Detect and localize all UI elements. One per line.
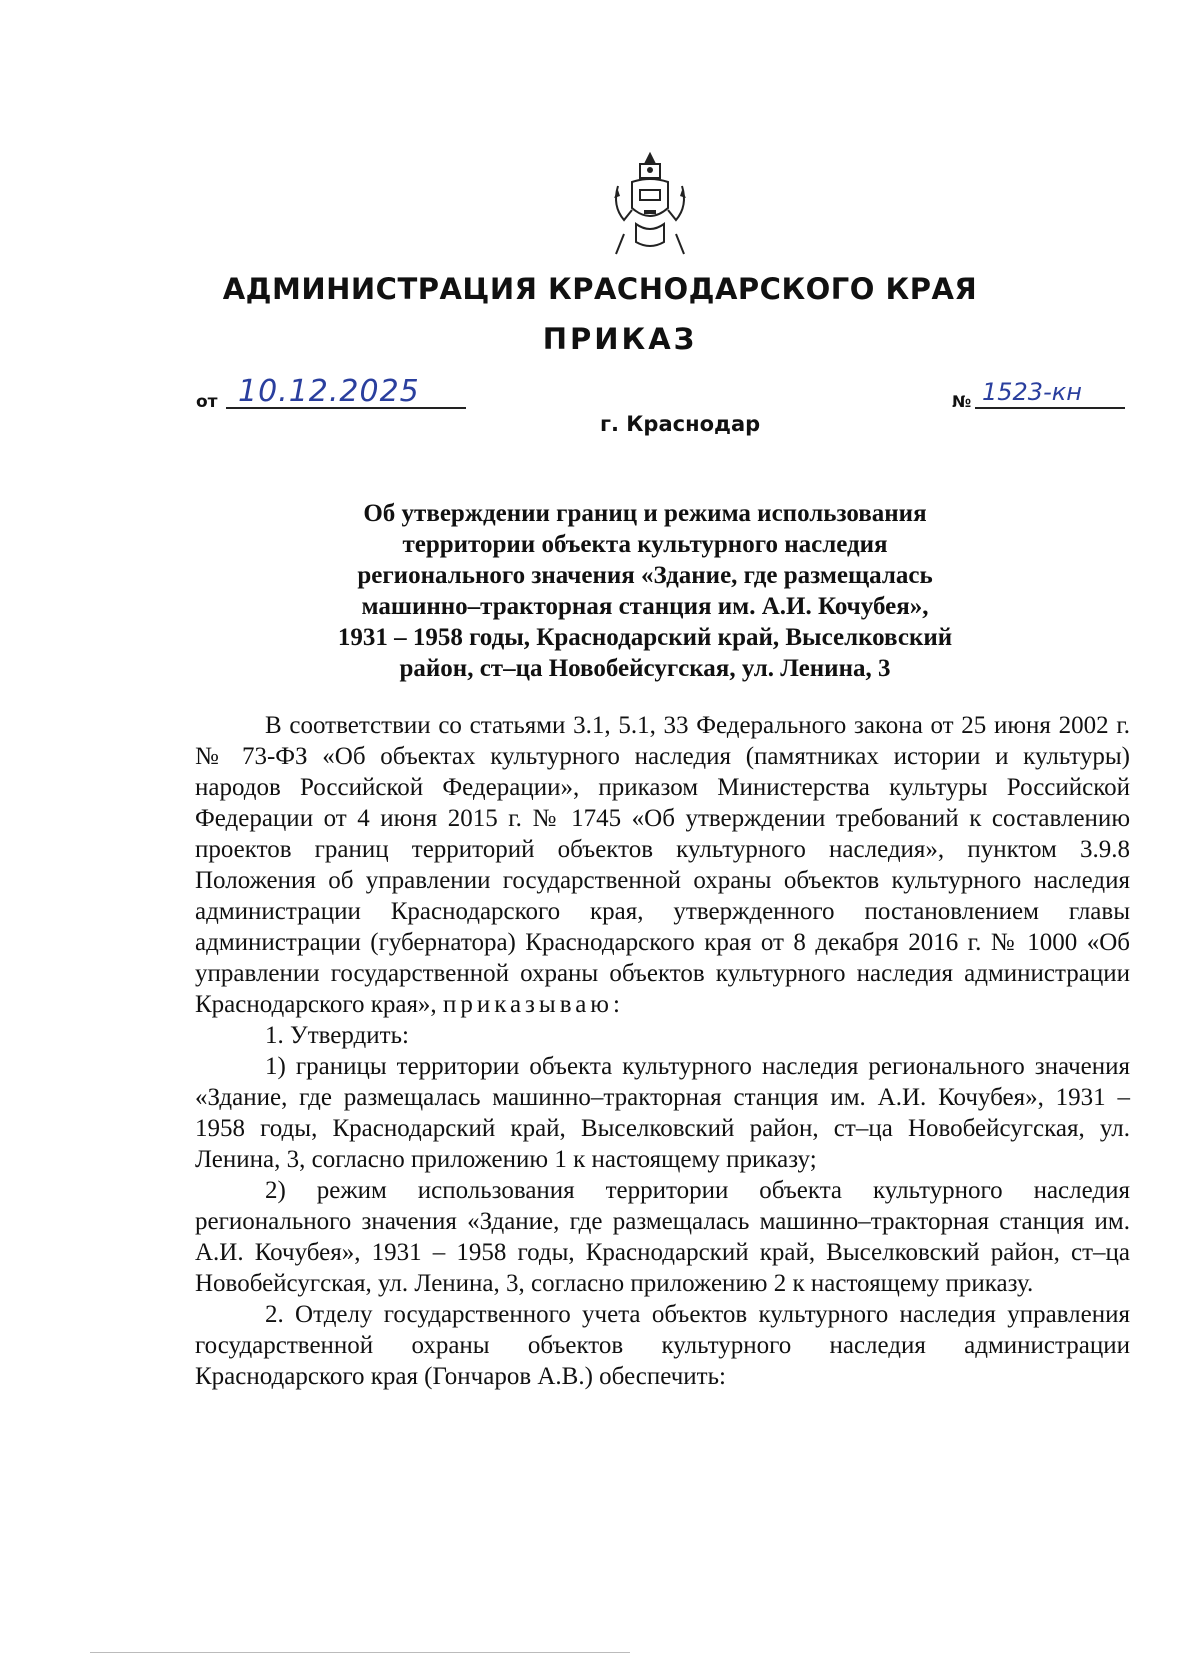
page-bottom-line xyxy=(90,1652,630,1653)
item-1-1: 1) границы территории объекта культурного наследия регионального значения «Здание, где размещалась машинно–тракторная станция им. А.И. Кочубея», 1931 – 1958 годы, Краснодарский край, Выселковский район, ст–ца Новобейсугская, ул. Ленина, 3, согласно приложению 1 к настоящему приказу; xyxy=(195,1053,1130,1173)
city-name: г. Краснодар xyxy=(600,412,761,436)
document-body xyxy=(195,710,1130,1392)
title-line: район, ст–ца Новобейсугская, ул. Ленина, 3 xyxy=(399,655,891,682)
preamble-paragraph xyxy=(195,710,1130,1020)
item-1: 1. Утвердить: xyxy=(265,1022,409,1049)
title-line: 1931 – 1958 годы, Краснодарский край, Выселковский xyxy=(337,624,953,651)
date-value: 10.12.2025 xyxy=(238,374,420,409)
item-2: 2. Отделу государственного учета объектов культурного наследия управления государственной охраны объектов культурного наследия администрации Краснодарского края (Гончаров А.В.) обеспечить: xyxy=(195,1301,1130,1390)
title-line: Об утверждении границ и режима использования xyxy=(363,500,927,527)
number-label: № xyxy=(952,392,972,411)
number-value: 1523-кн xyxy=(982,378,1082,406)
title-line: территории объекта культурного наследия xyxy=(402,531,888,558)
item-1-2: 2) режим использования территории объекта культурного наследия регионального значения «Здание, где размещалась машинно–тракторная станция им. А.И. Кочубея», 1931 – 1958 годы, Краснодарский край, Выселковский район, ст–ца Новобейсугская, ул. Ленина, 3, согласно приложению 2 к настоящему приказу. xyxy=(195,1177,1130,1297)
document-type: ПРИКАЗ xyxy=(542,322,698,356)
preamble-text: В соответствии со статьями 3.1, 5.1, 33 Федерального закона от 25 июня 2002 г. № 73-ФЗ «Об объектах культурного наследия (памятниках истории и культуры) народов Российской Федерации», приказом Министерства культуры Российской Федерации от 4 июня 2015 г. № 1745 «Об утверждении требований к составлению проектов границ территорий объектов культурного наследия», пунктом 3.9.8 Положения об управлении государственной охраны объектов культурного наследия администрации Краснодарского края, утвержденного постановлением главы администрации (губернатора) Краснодарского края от 8 декабря 2016 г. № 1000 «Об управлении государственной охраны объектов культурного наследия администрации Краснодарского края», xyxy=(195,712,1130,1018)
date-label: от xyxy=(196,392,218,412)
title-line: регионального значения «Здание, где размещалась xyxy=(357,562,933,589)
title-line: машинно–тракторная станция им. А.И. Кочубея», xyxy=(361,593,929,620)
coat-of-arms-icon xyxy=(610,150,690,260)
organization-name: АДМИНИСТРАЦИЯ КРАСНОДАРСКОГО КРАЯ xyxy=(222,272,978,306)
number-underline xyxy=(975,407,1125,409)
document-title xyxy=(300,498,990,684)
order-word: приказываю: xyxy=(442,991,624,1018)
